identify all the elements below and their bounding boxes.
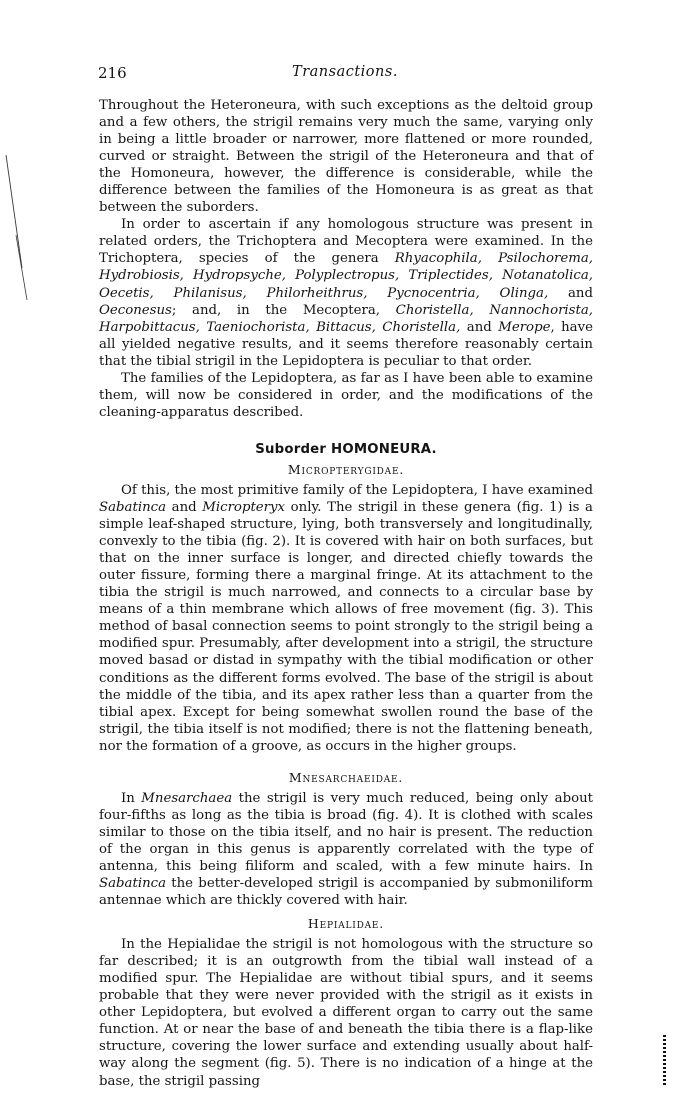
family-heading-mnesarchaeidae: Mnesarchaeidae.	[288, 769, 404, 785]
text-run: In order to ascertain if any homologous structure was present in related orders, the Trichoptera and Mecoptera were examined. In the Trichoptera, species of the genera	[99, 217, 593, 267]
page-edge-mark	[663, 1035, 666, 1085]
paragraph	[99, 216, 593, 369]
paragraph	[99, 790, 593, 909]
text-run: , have all yielded negative results, and it seems therefore reasonably certain that the tibial strigil in the Lepidoptera is peculiar to that order.	[99, 319, 593, 369]
italic-text: Choristella, Nannochorista, Harpobittacus, Taeniochorista, Bittacus, Choristella,	[99, 302, 594, 335]
text-run: In	[121, 790, 142, 806]
italic-text: Mnesarchaea	[141, 790, 233, 806]
paragraph	[99, 936, 593, 1089]
text-run: and	[548, 285, 593, 301]
text-run: the strigil is very much reduced, being only about four-fifths as long as the tibia is broad (fig. 4). It is clothed with scales similar to those on the tibia itself, and no hair is present. The reduction of the organ in this genus is apparently correlated with the type of antenna, this being filiform and scaled, with a few minute hairs. In	[99, 790, 593, 874]
page-header	[98, 64, 592, 84]
text-run: In the Hepialidae the strigil is not homologous with the structure so far described; it is an outgrowth from the tibial wall instead of a modified spur. The Hepialidae are without tibial spurs, and it seems probable that they were never provided with the strigil as it exists in other Lepidoptera, but evolved a different organ to carry out the same function. At or near the base of and beneath the tibia there is a flap-like structure, covering the lower surface and extending usually about half-way along the segment (fig. 5). There is no indication of a hinge at the base, the strigil passing	[99, 937, 593, 1089]
text-run: Throughout the Heteroneura, with such exceptions as the deltoid group and a few others, the strigil remains very much the same, varying only in being a little broader or narrower, more flattened or more rounded, curved or straight. Between the strigil of the Heteroneura and that of the Homoneura, however, the difference is considerable, while the difference between the families of the Homoneura is as great as that between the suborders.	[99, 98, 593, 216]
italic-text: Rhyacophila, Psilochorema, Hydrobiosis, Hydropsyche, Polyplectropus, Triplectides, Notanatolica, Oecetis, Philanisus, Philorheithrus, Pycnocentria, Olinga,	[99, 251, 594, 301]
margin-pencil-line-right	[16, 235, 27, 300]
text-run: the better-developed strigil is accompanied by submoniliform antennae which are thickly covered with hair.	[99, 876, 593, 909]
margin-pencil-line-left	[6, 155, 22, 268]
paragraph	[99, 482, 593, 755]
text-run: and	[460, 319, 499, 335]
page-number: 216	[98, 64, 127, 82]
text-run: ; and, in the Mecoptera,	[171, 302, 396, 318]
family-heading-micropterygidae: Micropterygidae.	[287, 461, 405, 477]
paragraph	[99, 370, 593, 421]
italic-text: Merope	[498, 319, 551, 335]
italic-text: Sabatinca	[99, 876, 167, 892]
text-run: and	[166, 500, 203, 516]
text-run: The families of the Lepidoptera, as far as I have been able to examine them, will now be considered in order, and the modifications of the cleaning-apparatus described.	[99, 370, 593, 420]
family-heading-hepialidae: Hepialidae.	[307, 916, 385, 932]
running-head: Transactions.	[292, 64, 398, 80]
italic-text: Sabatinca	[99, 500, 167, 516]
italic-text: Micropteryx	[202, 500, 286, 516]
suborder-heading: Suborder HOMONEURA.	[255, 441, 437, 457]
italic-text: Oeconesus	[99, 302, 172, 318]
body-text	[99, 97, 593, 1090]
text-run: Of this, the most primitive family of the Lepidoptera, I have examined	[121, 482, 593, 498]
text-run: only. The strigil in these genera (fig. 1) is a simple leaf-shaped structure, lying, both transversely and longitudinally, convexly to the tibia (fig. 2). It is covered with hair on both surfaces, but that on the inner surface is longer, and directed chiefly towards the outer fissure, forming there a marginal fringe. At its attachment to the tibia the strigil is much narrowed, and connects to a circular base by means of a thin membrane which allows of free movement (fig. 3). This method of basal connection seems to point strongly to the strigil being a modified spur. Presumably, after development into a strigil, the structure moved basad or distad in sympathy with the tibial modification or other conditions as the different forms evolved. The base of the strigil is about the middle of the tibia, and its apex rather less than a quarter from the tibial apex. Except for being somewhat swollen round the base of the strigil, the tibia itself is not modified; there is not the flattening beneath, nor the formation of a groove, as occurs in the higher groups.	[99, 500, 593, 754]
paragraph	[99, 97, 593, 216]
